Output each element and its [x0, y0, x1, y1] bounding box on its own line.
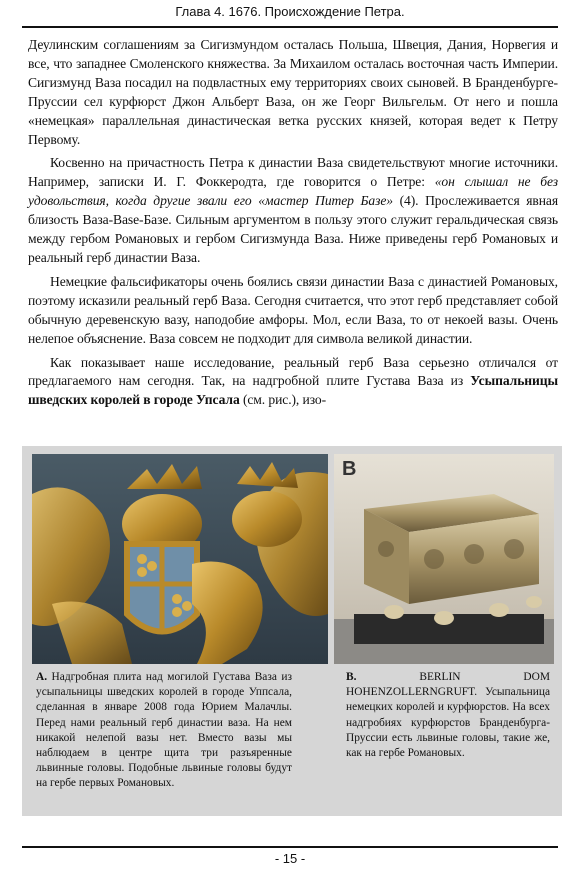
header-rule [22, 26, 558, 28]
footer-rule [22, 846, 558, 848]
paragraph-2 [28, 154, 558, 267]
figure-panel [22, 446, 562, 816]
caption-a-text: Надгробная плита над могилой Густава Ваза из усыпальницы шведских королей в городе Уппсала, сделанная в январе 2008 года Юрием Малачлы. Перед нами реальный герб династии ваза. На нем никакой нелепой вазы нет. Вместо вазы мы наблюдаем в центре щита три разъяренные львинные головы. Подобные львиные головы будут на гербе первых Романовых. [36, 671, 292, 790]
coat-of-arms-image [32, 454, 328, 664]
paragraph-2-start: Косвенно на причастность Петра к династии Ваза свидетельствуют многие источники. Например, записки И. Г. Фоккеродта, где говорится о Петре: [28, 155, 558, 190]
caption-b-text: BERLIN DOM HOHENZOLLERNGRUFT. Усыпальница немецких королей и курфюрстов. На всех надгробиях курфюрстов Бранденбурга-Пруссии есть львиные головы, такие же, как на гербе Романовых. [346, 671, 550, 760]
paragraph-4 [28, 354, 558, 411]
paragraph-2-end: (4). Прослеживается явная близость Ваза-Base-Базе. Сильным аргументом в пользу этого служит геральдическая связь между гербом Романовых и гербом Сигизмунда Ваза. Ниже приведены герб Романовых и реальный герб династии Ваза. [28, 193, 558, 265]
paragraph-4-start: Как показывает наше исследование, реальный герб Ваза серьезно отличался от предлагаемого нам сегодня. Так, на надгробной плите Густава Ваза из [28, 354, 558, 389]
caption-b-label: B. [346, 671, 357, 683]
photo-berlin-sarcophagus [334, 454, 554, 664]
paragraph-3: Немецкие фальсификаторы очень боялись связи династии Ваза с династией Романовых, поэтому исказили реальный герб Ваза. Сегодня считается, что этот герб представляет собой обычную деревенскую вазу, наподобие амфоры. Мол, если Ваза, то от некоей вазы. Очень нелепое объяснение. Ваза совсем не подходит для символа великой династии. [28, 273, 558, 346]
running-header: Глава 4. 1676. Происхождение Петра. [175, 4, 405, 19]
page-number: - 15 - [274, 851, 306, 866]
paragraph-4-end: (см. рис.), изо- [239, 392, 327, 408]
paragraph-1: Деулинским соглашениям за Сигизмундом осталась Польша, Швеция, Дания, Норвегия и все, что западнее Смоленского княжества. За Михаилом осталась восточная часть Империи. Сигизмунд Ваза посадил на подвластных ему территориях своих сыновей. В Бранденбурге-Пруссии сел курфюрст Джон Альберт Ваза, он же Георг Вильгельм. От него и пошла «немецкая» параллельная династическая ветка русских князей, которая ведет к Петру Первому. [28, 37, 558, 147]
uppsala-crypt-emphasis: Усыпальницы шведских королей в городе Упсала [28, 373, 558, 408]
sarcophagus-image [334, 454, 554, 664]
quote-fokkerodt: «он слышал не без удовольствия, когда другие звали его «мастер Питер Базе» [28, 174, 558, 209]
photo-tombstone-coat-of-arms [32, 454, 328, 664]
caption-a-label: A. [36, 671, 48, 683]
caption-b [346, 670, 550, 761]
caption-a [36, 670, 292, 792]
body-text [28, 36, 558, 415]
photo-b-label: B [342, 458, 357, 480]
